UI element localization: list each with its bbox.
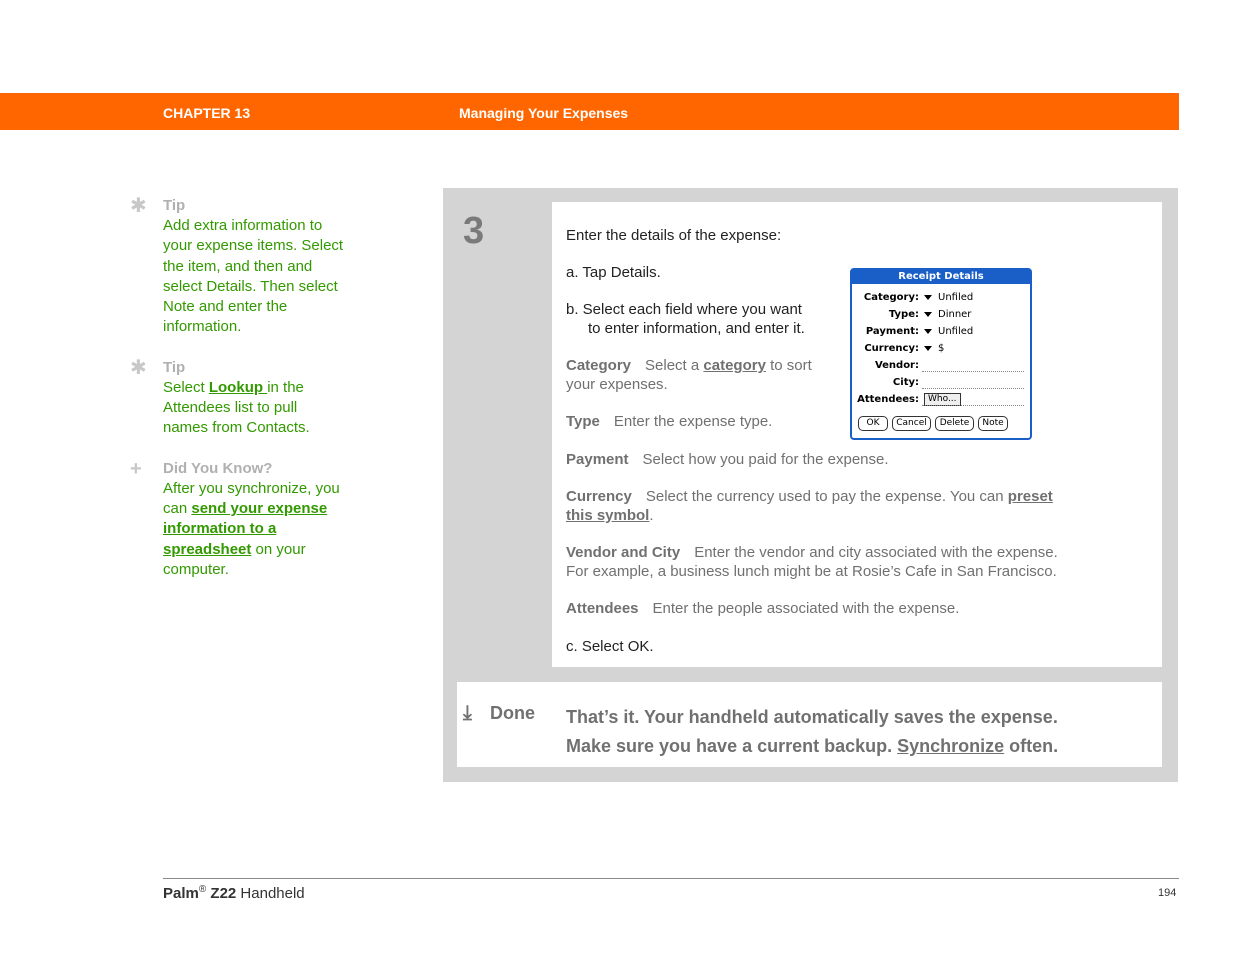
did-you-know-heading: Did You Know? — [163, 459, 273, 477]
type-text: Enter the expense type. — [613, 413, 773, 430]
preset-symbol-link[interactable]: preset — [1007, 488, 1053, 505]
dropdown-arrow-icon — [924, 295, 932, 300]
step-box — [457, 202, 1162, 667]
category-line — [566, 356, 812, 375]
vendor-line — [566, 543, 1058, 562]
field-key: Category: — [863, 292, 919, 303]
tip-block-1 — [130, 196, 370, 338]
attendees-text: Enter the people associated with the expense. — [652, 600, 960, 617]
tip-text: Add extra information to your expense items. Select the item, and then and select Details. Then select Note and enter the information. — [163, 217, 344, 336]
city-row — [852, 375, 1030, 391]
attendees-line — [566, 599, 959, 618]
substep-b-line1: b. Select each field where you want — [566, 301, 802, 318]
attendees-row — [852, 392, 1030, 408]
did-you-know-block — [130, 459, 370, 580]
step-intro: Enter the details of the expense: — [566, 227, 782, 244]
category-text-pre: Select a — [645, 357, 704, 374]
payment-label: Payment — [566, 451, 629, 468]
currency-line2 — [566, 506, 654, 525]
category-text-post: to sort — [765, 357, 812, 374]
footer-product — [163, 884, 305, 902]
step-panel — [443, 188, 1178, 782]
dialog-title: Receipt Details — [852, 270, 1030, 284]
done-line2 — [566, 732, 1058, 761]
step-number: 3 — [463, 210, 485, 252]
send-to-spreadsheet-link[interactable]: send your expense information to a spreadsheet — [163, 499, 328, 558]
done-label: Done — [490, 703, 535, 723]
attendees-label: Attendees — [566, 600, 639, 617]
tip-text — [163, 378, 338, 439]
dropdown-arrow-icon — [924, 312, 932, 317]
tip-heading: Tip — [163, 358, 186, 376]
footer-model: Z22 — [210, 885, 237, 902]
done-box — [457, 682, 1162, 767]
plus-icon: + — [130, 457, 142, 480]
preset-symbol-link-cont[interactable]: this symbol — [566, 507, 650, 524]
chapter-title: Managing Your Expenses — [459, 105, 629, 121]
payment-row — [852, 324, 1030, 340]
footer-brand: Palm — [163, 885, 199, 902]
field-key: Attendees: — [857, 394, 919, 405]
field-key: Vendor: — [874, 360, 919, 371]
category-label: Category — [566, 357, 632, 374]
done-line2-post: often. — [1004, 736, 1059, 756]
type-picker[interactable]: Dinner — [924, 307, 971, 323]
currency-picker[interactable]: $ — [924, 341, 944, 357]
currency-end: . — [649, 507, 654, 524]
category-row — [852, 290, 1030, 306]
attendees-field[interactable] — [922, 405, 1024, 406]
ok-button[interactable]: OK — [858, 416, 888, 431]
sidebar — [130, 196, 370, 600]
payment-line — [566, 450, 889, 469]
tip-text-pre: Select — [163, 378, 209, 396]
lookup-link[interactable]: Lookup — [208, 378, 268, 396]
city-field[interactable] — [922, 388, 1024, 389]
tip-block-2 — [130, 358, 370, 439]
substep-c: c. Select OK. — [566, 638, 654, 655]
note-button[interactable]: Note — [978, 416, 1008, 431]
payment-picker[interactable]: Unfiled — [924, 324, 973, 340]
category-line2: your expenses. — [566, 376, 668, 393]
field-key: Type: — [888, 309, 919, 320]
asterisk-icon: ✱ — [130, 356, 147, 379]
receipt-details-dialog — [850, 268, 1032, 440]
currency-text: Select the currency used to pay the expense. You can — [645, 488, 1008, 505]
currency-row — [852, 341, 1030, 357]
type-line — [566, 412, 772, 431]
footer-reg: ® — [198, 884, 207, 895]
page-number: 194 — [1158, 887, 1177, 899]
currency-line — [566, 487, 1053, 506]
dyk-text-pre: After you synchronize, you can — [163, 479, 340, 517]
vendor-row — [852, 358, 1030, 374]
payment-text: Select how you paid for the expense. — [642, 451, 889, 468]
cancel-button[interactable]: Cancel — [892, 416, 931, 431]
vendor-label: Vendor and City — [566, 544, 681, 561]
footer-rule — [163, 878, 1179, 879]
down-arrow-icon: ⤓ — [463, 702, 472, 724]
category-link[interactable]: category — [703, 357, 766, 374]
done-text — [566, 703, 1058, 761]
delete-button[interactable]: Delete — [935, 416, 974, 431]
asterisk-icon: ✱ — [130, 195, 147, 217]
category-picker[interactable]: Unfiled — [924, 290, 973, 306]
dyk-text-post: on your computer. — [163, 540, 306, 578]
vendor-field[interactable] — [922, 371, 1024, 372]
field-key: Payment: — [865, 326, 919, 337]
chapter-label: CHAPTER 13 — [163, 105, 251, 121]
field-key: City: — [892, 377, 919, 388]
chapter-header-bar — [0, 93, 1179, 130]
tip-heading: Tip — [163, 197, 186, 214]
step-number-column — [457, 202, 552, 667]
synchronize-link[interactable]: Synchronize — [897, 736, 1005, 756]
tip-text-post: in the Attendees list to pull names from Contacts. — [163, 378, 310, 437]
substep-a: a. Tap Details. — [566, 264, 661, 281]
did-you-know-text — [163, 479, 355, 580]
dropdown-arrow-icon — [924, 346, 932, 351]
currency-label: Currency — [566, 488, 632, 505]
done-line2-pre: Make sure you have a current backup. — [566, 736, 898, 756]
who-button[interactable]: Who... — [924, 393, 961, 406]
type-label: Type — [566, 413, 600, 430]
vendor-line2: For example, a business lunch might be at Rosie’s Cafe in San Francisco. — [566, 563, 1057, 580]
done-line1: That’s it. Your handheld automatically saves the expense. — [566, 707, 1058, 727]
dropdown-arrow-icon — [924, 329, 932, 334]
type-row — [852, 307, 1030, 323]
field-key: Currency: — [864, 343, 919, 354]
vendor-text: Enter the vendor and city associated with the expense. — [694, 544, 1058, 561]
footer-product-name: Handheld — [236, 885, 305, 902]
substep-b-line2: to enter information, and enter it. — [588, 320, 805, 337]
